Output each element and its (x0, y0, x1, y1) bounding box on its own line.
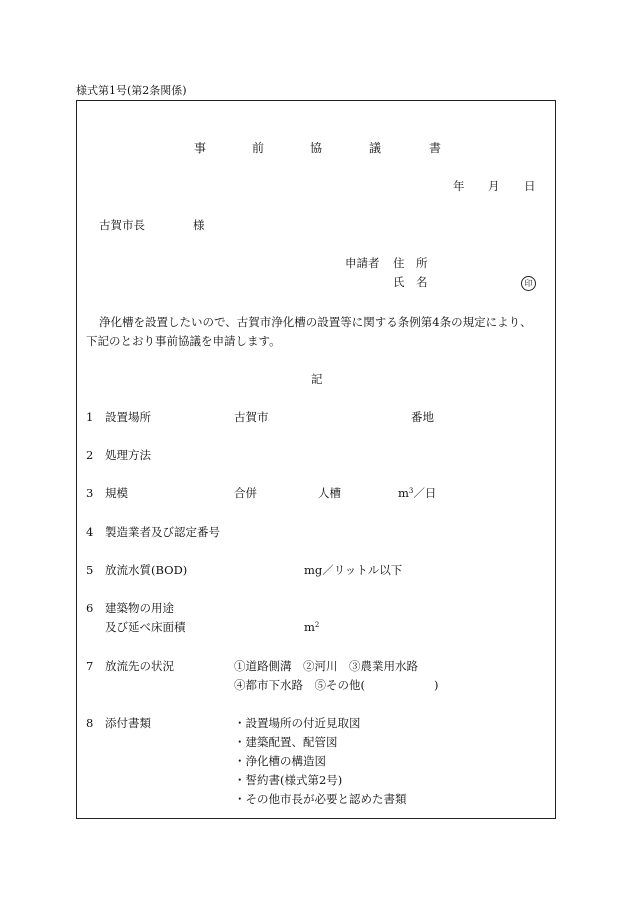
item-5-label: 放流水質(BOD) (105, 563, 188, 577)
applicant-name-label: 氏 名 (393, 275, 428, 289)
title-char-1: 事 (194, 141, 207, 155)
item-1-number: 1 (86, 410, 94, 424)
item-6-unit-m: m (304, 620, 315, 634)
item-3-gappei: 合併 (234, 486, 257, 500)
item-3-unit-m: m (398, 486, 409, 500)
title-char-2: 前 (252, 141, 265, 155)
item-6-label-line-2: 及び延べ床面積 (105, 620, 186, 634)
item-3-label: 規模 (105, 486, 128, 500)
seal-stamp-mark: 印 (521, 276, 536, 291)
date-month-label: 月 (488, 179, 500, 193)
item-2-number: 2 (86, 448, 94, 462)
item-3-ninsou: 人槽 (318, 486, 341, 500)
item-5-number: 5 (86, 563, 94, 577)
applicant-address-label: 住 所 (393, 256, 428, 270)
attachment-item-3: ・浄化槽の構造図 (234, 754, 326, 768)
attachment-item-5: ・その他市長が必要と認めた書類 (234, 792, 407, 806)
body-text-line-2: 下記のとおり事前協議を申請します。 (86, 334, 281, 348)
item-6-unit (304, 622, 319, 634)
item-6-number: 6 (86, 601, 94, 615)
body-text-line-1: 浄化槽を設置したいので、古賀市浄化槽の設置等に関する条例第4条の規定により、 (99, 315, 532, 329)
item-7-options-line-2: ④都市下水路 ⑤その他( ) (234, 678, 439, 692)
title-char-5: 書 (429, 141, 442, 155)
item-7-number: 7 (86, 659, 94, 673)
applicant-label: 申請者 (345, 256, 380, 270)
date-year-label: 年 (453, 179, 465, 193)
attachment-item-4: ・誓約書(様式第2号) (234, 773, 343, 787)
item-3-unit-sup: 3 (408, 487, 414, 495)
addressee-honorific: 様 (193, 218, 205, 232)
item-1-banchi: 番地 (411, 410, 434, 424)
item-4-label: 製造業者及び認定番号 (105, 525, 220, 539)
item-6-label-line-1: 建築物の用途 (105, 601, 174, 615)
item-8-label: 添付書類 (105, 716, 151, 730)
title-char-4: 議 (369, 141, 382, 155)
item-6-unit-sup: 2 (314, 621, 320, 629)
item-8-number: 8 (86, 716, 94, 730)
item-4-number: 4 (86, 525, 94, 539)
addressee-mayor: 古賀市長 (99, 218, 145, 232)
attachment-item-2: ・建築配置、配管図 (234, 735, 338, 749)
item-7-options-line-1: ①道路側溝 ②河川 ③農業用水路 (234, 659, 418, 673)
item-7-label: 放流先の状況 (105, 659, 174, 673)
item-2-label: 処理方法 (105, 448, 151, 462)
ki-heading: 記 (311, 372, 323, 386)
date-day-label: 日 (524, 179, 536, 193)
item-1-city: 古賀市 (234, 410, 269, 424)
form-number-label: 様式第1号(第2条関係) (76, 84, 187, 97)
item-3-unit-rest: ／日 (413, 486, 437, 500)
title-char-3: 協 (310, 141, 323, 155)
item-3-number: 3 (86, 486, 94, 500)
item-5-unit: mg／リットル以下 (304, 563, 403, 577)
attachment-item-1: ・設置場所の付近見取図 (234, 716, 361, 730)
item-1-label: 設置場所 (105, 410, 151, 424)
item-3-unit (398, 488, 436, 500)
